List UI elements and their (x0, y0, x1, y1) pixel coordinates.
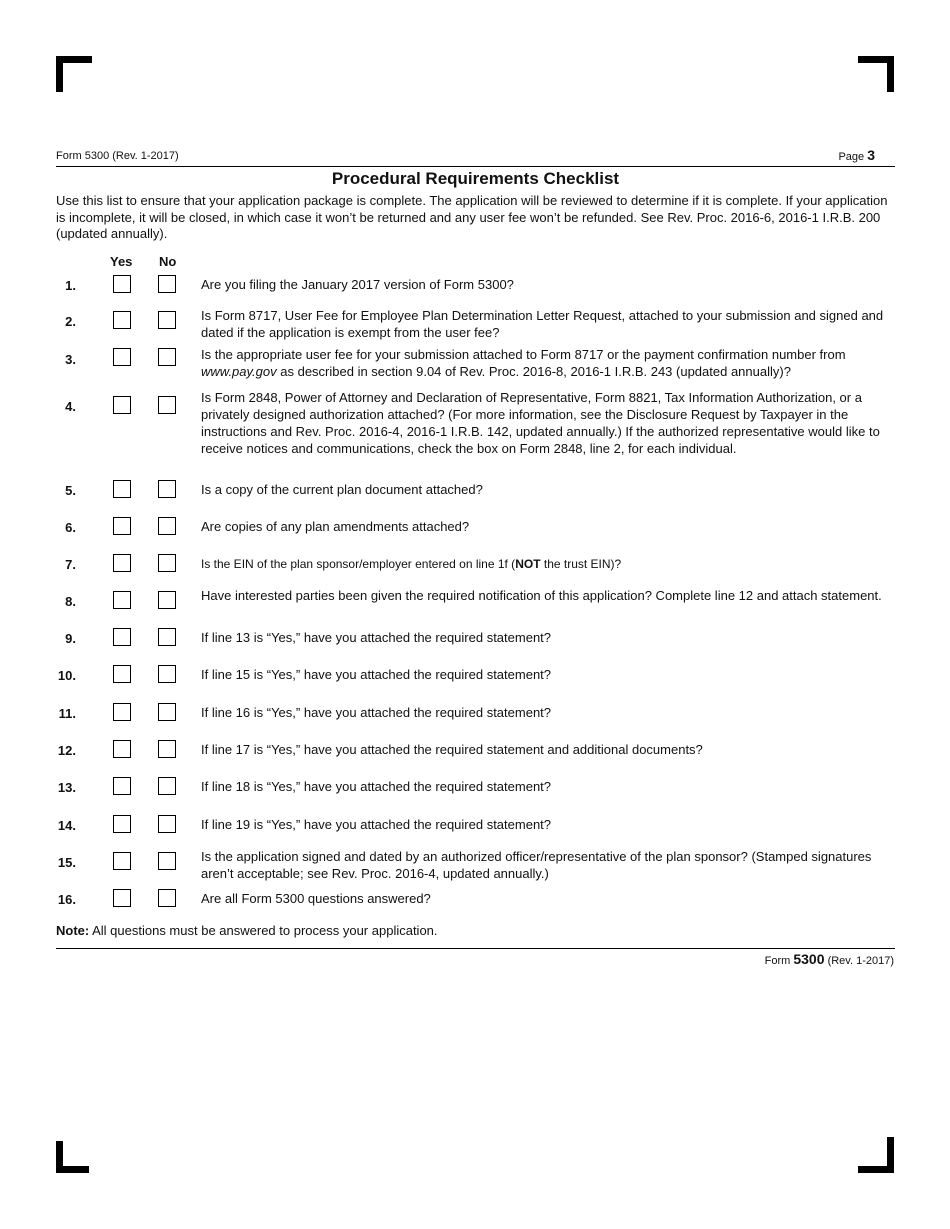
no-checkbox[interactable] (158, 554, 176, 572)
item-number: 5. (65, 483, 76, 498)
page-header (56, 146, 895, 167)
yes-checkbox[interactable] (113, 480, 131, 498)
question-text: Have interested parties been given the required notification of this application? Complete line 12 and attach statement. (201, 588, 882, 603)
question-text: If line 18 is “Yes,” have you attached the required statement? (201, 779, 552, 794)
no-checkbox[interactable] (158, 275, 176, 293)
question-text: Are all Form 5300 questions answered? (201, 891, 431, 906)
yes-checkbox[interactable] (113, 554, 131, 572)
no-checkbox[interactable] (158, 703, 176, 721)
no-checkbox[interactable] (158, 517, 176, 535)
question-text: Is the appropriate user fee for your submission attached to Form 8717 or the payment confirmation number from www.pay.gov as described in section 9.04 of Rev. Proc. 2016-8, 2016-1 I.R.B. 243 (updated annually)? (201, 347, 846, 379)
yes-checkbox[interactable] (113, 889, 131, 907)
yes-checkbox[interactable] (113, 815, 131, 833)
no-checkbox[interactable] (158, 591, 176, 609)
yes-checkbox[interactable] (113, 348, 131, 366)
yes-checkbox[interactable] (113, 852, 131, 870)
item-number: 3. (65, 352, 76, 367)
item-number: 2. (65, 314, 76, 329)
yes-checkbox[interactable] (113, 275, 131, 293)
no-checkbox[interactable] (158, 815, 176, 833)
item-number: 8. (65, 594, 76, 609)
question-text: If line 15 is “Yes,” have you attached the required statement? (201, 667, 552, 682)
question-text: Is Form 8717, User Fee for Employee Plan Determination Letter Request, attached to your submission and signed and dated if the application is exempt from the user fee? (201, 308, 884, 340)
footer-form-id: Form 5300 (Rev. 1-2017) (764, 951, 894, 967)
question-text: If line 17 is “Yes,” have you attached the required statement and additional documents? (201, 742, 703, 757)
page-number: Page 3 (838, 147, 875, 163)
column-header-no: No (159, 254, 177, 269)
item-number: 13. (57, 780, 76, 795)
item-number: 11. (58, 706, 76, 721)
column-header-yes: Yes (110, 254, 133, 269)
no-checkbox[interactable] (158, 396, 176, 414)
yes-checkbox[interactable] (113, 665, 131, 683)
item-number: 7. (65, 557, 76, 572)
question-text: Is Form 2848, Power of Attorney and Declaration of Representative, Form 8821, Tax Information Authorization, or a privately designed authorization attached? (For more information, see the Disclosure Request by Taxpayer in the instructions and Rev. Proc. 2016-4, 2016-1 I.R.B. 142, updated annually.) If the authorized representative would like to receive notices and communications, check the box on Form 2848, line 2, for each individual. (201, 390, 880, 456)
yes-checkbox[interactable] (113, 628, 131, 646)
no-checkbox[interactable] (158, 311, 176, 329)
yes-checkbox[interactable] (113, 703, 131, 721)
no-checkbox[interactable] (158, 740, 176, 758)
yes-checkbox[interactable] (113, 740, 131, 758)
item-number: 6. (65, 520, 76, 535)
yes-checkbox[interactable] (113, 777, 131, 795)
question-text: If line 16 is “Yes,” have you attached the required statement? (201, 705, 552, 720)
no-checkbox[interactable] (158, 348, 176, 366)
note-text: Note: All questions must be answered to process your application. (56, 923, 438, 938)
item-number: 10. (57, 668, 76, 683)
footer-divider (56, 948, 895, 949)
question-text: Are you filing the January 2017 version of Form 5300? (201, 277, 514, 292)
intro-paragraph: Use this list to ensure that your application package is complete. The application will be reviewed to determine if it is complete. If your application is incomplete, it will be closed, in which case it won’t be returned and any user fee won’t be refunded. See Rev. Proc. 2016-6, 2016-1 I.R.B. 200 (updated annually). (56, 193, 888, 241)
yes-checkbox[interactable] (113, 517, 131, 535)
item-number: 9. (65, 631, 76, 646)
form-revision: Form 5300 (Rev. 1-2017) (56, 150, 179, 162)
paygov-link-text: www.pay.gov (201, 364, 277, 379)
item-number: 15. (57, 855, 76, 870)
question-text: Is the EIN of the plan sponsor/employer entered on line 1f (NOT the trust EIN)? (201, 557, 622, 571)
no-checkbox[interactable] (158, 852, 176, 870)
item-number: 14. (57, 818, 76, 833)
item-number: 12. (57, 743, 76, 758)
no-checkbox[interactable] (158, 889, 176, 907)
question-text: If line 19 is “Yes,” have you attached the required statement? (201, 817, 552, 832)
item-number: 4. (65, 399, 76, 414)
yes-checkbox[interactable] (113, 311, 131, 329)
item-number: 1. (65, 278, 76, 293)
no-checkbox[interactable] (158, 777, 176, 795)
no-checkbox[interactable] (158, 480, 176, 498)
yes-checkbox[interactable] (113, 396, 131, 414)
no-checkbox[interactable] (158, 665, 176, 683)
question-text: Is the application signed and dated by an authorized officer/representative of the plan sponsor? (Stamped signatures aren’t acceptable; see Rev. Proc. 2016-4, updated annually.) (201, 849, 872, 881)
question-text: Are copies of any plan amendments attached? (201, 519, 470, 534)
yes-checkbox[interactable] (113, 591, 131, 609)
no-checkbox[interactable] (158, 628, 176, 646)
question-text: Is a copy of the current plan document attached? (201, 482, 483, 497)
item-number: 16. (57, 892, 76, 907)
page-title: Procedural Requirements Checklist (331, 169, 620, 188)
question-text: If line 13 is “Yes,” have you attached the required statement? (201, 630, 552, 645)
